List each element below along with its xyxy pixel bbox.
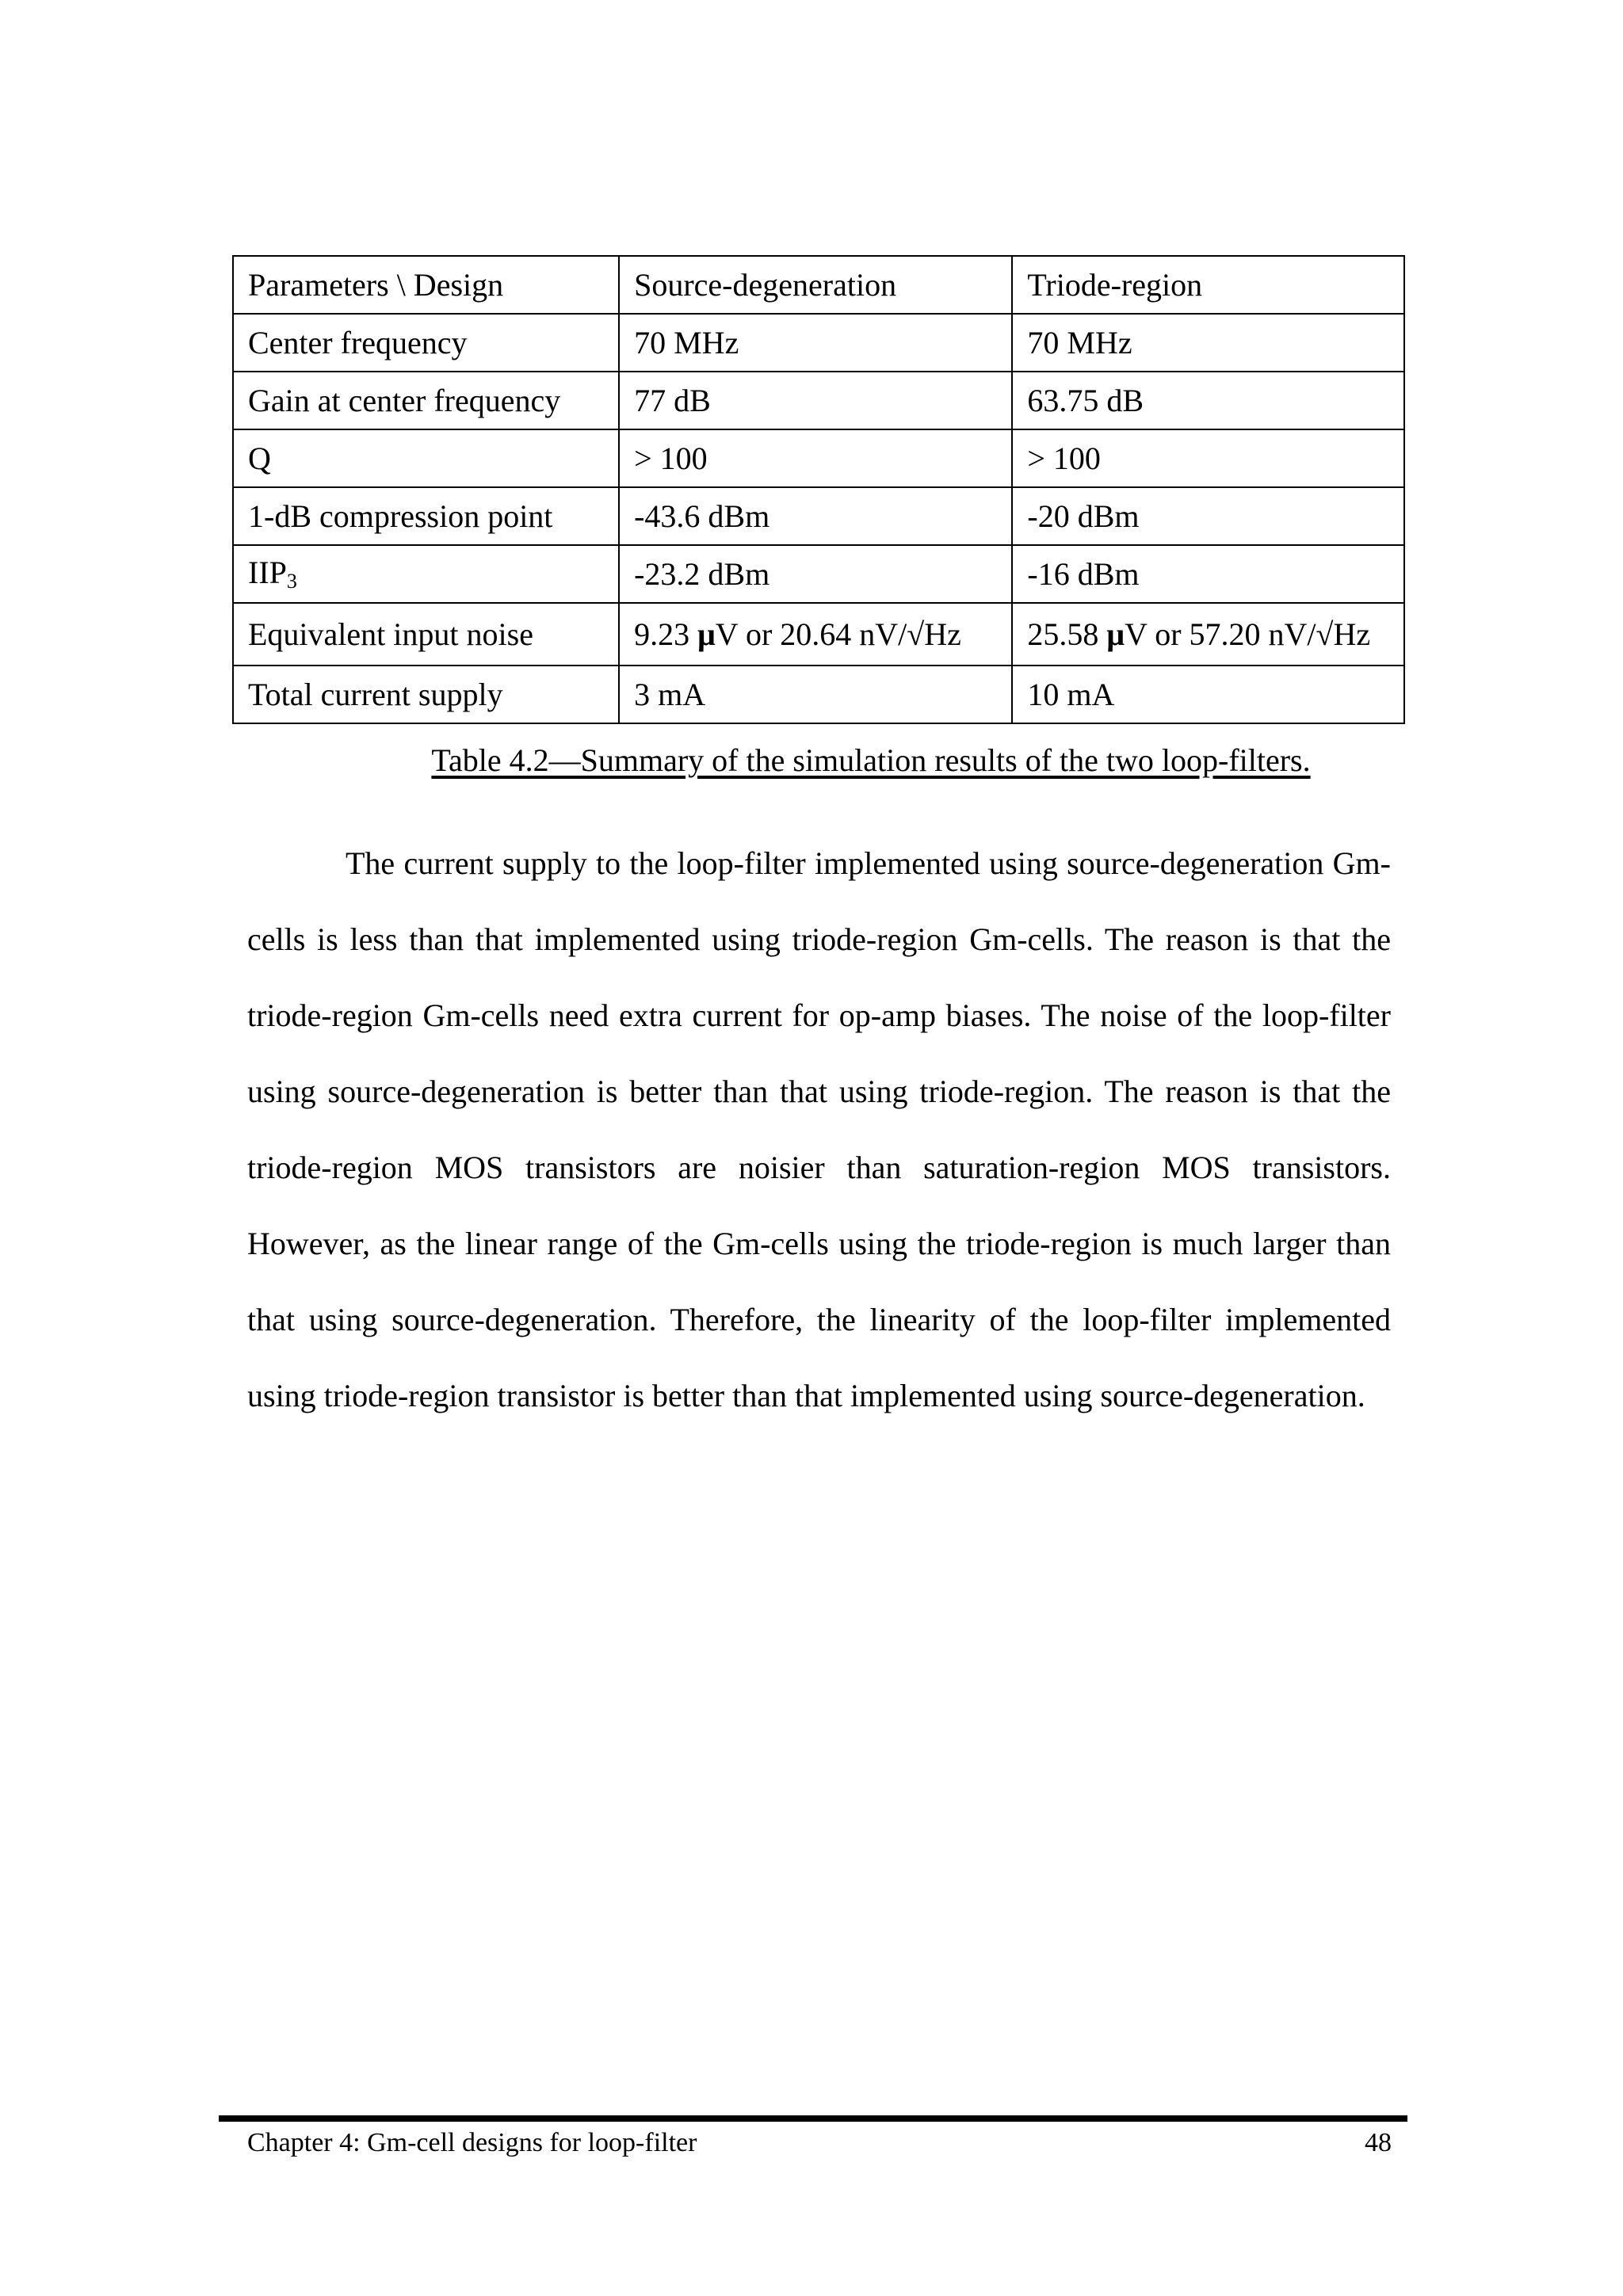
table-row	[233, 314, 1404, 372]
triode-cell	[1012, 603, 1404, 666]
table-row	[233, 603, 1404, 666]
triode-cell: 10 mA	[1012, 666, 1404, 723]
footer-rule	[219, 2115, 1407, 2122]
param-cell: Total current supply	[233, 666, 619, 723]
table-row	[233, 666, 1404, 723]
triode-cell: -20 dBm	[1012, 487, 1404, 545]
table-header-row	[233, 256, 1404, 314]
body-paragraph: The current supply to the loop-filter implemented using source-degeneration Gm-cells is less than that implemented using triode-region Gm-cells. The reason is that the triode-region Gm-cells need extra current for op-amp biases. The noise of the loop-filter using source-degeneration is better than that using triode-region. The reason is that the triode-region MOS transistors are noisier than saturation-region MOS transistors. However, as the linear range of the Gm-cells using the triode-region is much larger than that using source-degeneration. Therefore, the linearity of the loop-filter implemented using triode-region transistor is better than that implemented using source-degeneration.	[247, 845, 1391, 1413]
param-cell: Gain at center frequency	[233, 372, 619, 429]
table-row	[233, 487, 1404, 545]
triode-cell: > 100	[1012, 429, 1404, 487]
source-cell: 3 mA	[619, 666, 1012, 723]
source-cell: 70 MHz	[619, 314, 1012, 372]
triode-cell: 63.75 dB	[1012, 372, 1404, 429]
body-text	[247, 826, 1391, 1434]
source-cell: -43.6 dBm	[619, 487, 1012, 545]
simulation-results-table	[232, 255, 1405, 724]
table-caption: Table 4.2—Summary of the simulation results of the two loop-filters.	[431, 742, 1311, 778]
param-cell	[233, 545, 619, 603]
source-cell: > 100	[619, 429, 1012, 487]
page-number: 48	[1365, 2128, 1392, 2157]
table-row	[233, 429, 1404, 487]
param-cell: Q	[233, 429, 619, 487]
triode-cell: -16 dBm	[1012, 545, 1404, 603]
table-row	[233, 372, 1404, 429]
source-cell: -23.2 dBm	[619, 545, 1012, 603]
table-header-cell: Triode-region	[1012, 256, 1404, 314]
source-cell	[619, 603, 1012, 666]
triode-cell: 70 MHz	[1012, 314, 1404, 372]
param-cell: 1-dB compression point	[233, 487, 619, 545]
table-header-cell: Parameters \ Design	[233, 256, 619, 314]
param-cell: Center frequency	[233, 314, 619, 372]
param-base-text: IIP	[248, 554, 287, 590]
noise-value-b: V or 20.64 nV/√Hz	[715, 616, 961, 652]
noise-value-a: 25.58	[1027, 616, 1107, 652]
table-row	[233, 545, 1404, 603]
micro-symbol: μ	[1106, 616, 1125, 652]
micro-symbol: μ	[697, 616, 716, 652]
source-cell: 77 dB	[619, 372, 1012, 429]
noise-value-a: 9.23	[634, 616, 698, 652]
footer-chapter-title: Chapter 4: Gm-cell designs for loop-filter	[247, 2128, 697, 2157]
noise-value-b: V or 57.20 nV/√Hz	[1125, 616, 1371, 652]
param-subscript: 3	[286, 569, 297, 593]
param-cell: Equivalent input noise	[233, 603, 619, 666]
table-header-cell: Source-degeneration	[619, 256, 1012, 314]
